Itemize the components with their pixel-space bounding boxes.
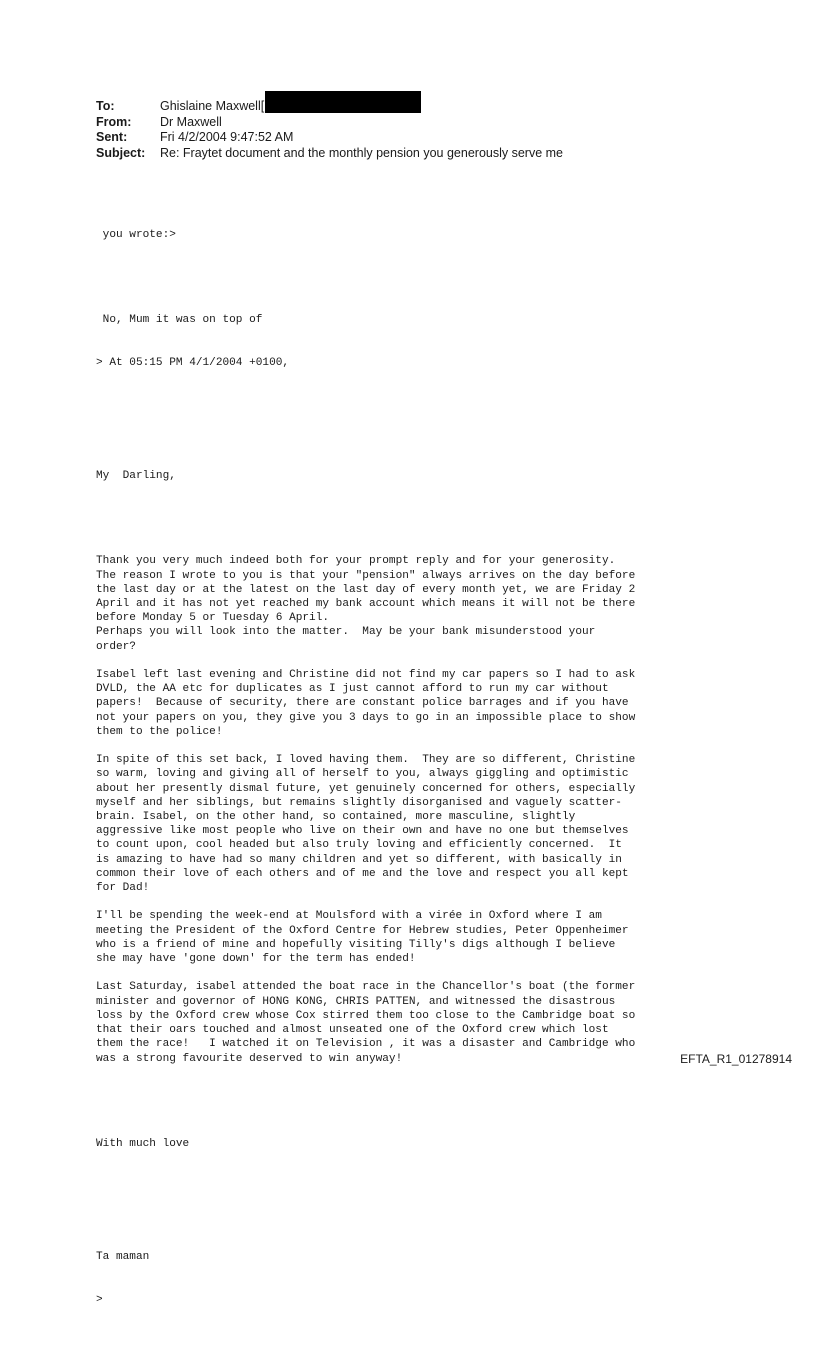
body-paragraph bbox=[96, 909, 736, 966]
trailing-marker: > bbox=[96, 1293, 103, 1306]
body-line: Perhaps you will look into the matter. May be your bank misunderstood your bbox=[96, 626, 596, 639]
body-line: for Dad! bbox=[96, 882, 150, 895]
body-line: aggressive like most people who live on their own and have no one but themselves bbox=[96, 825, 629, 838]
body-line: Isabel left last evening and Christine did not find my car papers so I had to ask bbox=[96, 669, 636, 682]
quote-line bbox=[96, 270, 736, 284]
body-line: she may have 'gone down' for the term has ended! bbox=[96, 953, 416, 966]
signature-line: Ta maman bbox=[96, 1251, 150, 1264]
to-row bbox=[96, 99, 563, 115]
body-line: about her presently dismal future, yet genuinely concerned for others, especially bbox=[96, 782, 636, 795]
body-paragraph bbox=[96, 980, 736, 1065]
body-line: is amazing to have had so many children and yet so different, with basically in bbox=[96, 853, 622, 866]
subject-row bbox=[96, 146, 563, 162]
body-line: meeting the President of the Oxford Centre for Hebrew studies, Peter Oppenheimer bbox=[96, 924, 629, 937]
body-line: April and it has not yet reached my bank account which means it will not be there bbox=[96, 598, 636, 611]
from-row bbox=[96, 115, 563, 131]
quote-line: you wrote:> bbox=[96, 228, 176, 241]
to-label: To: bbox=[96, 99, 115, 113]
body-line: to count upon, cool headed but also truly loving and efficiently concerned. It bbox=[96, 839, 622, 852]
signature-block bbox=[96, 1222, 736, 1336]
body-line: that their oars touched and almost unseated one of the Oxford crew which lost bbox=[96, 1024, 609, 1037]
body-line: DVLD, the AA etc for duplicates as I just cannot afford to run my car without bbox=[96, 683, 609, 696]
body-paragraph bbox=[96, 668, 736, 739]
subject-label: Subject: bbox=[96, 145, 146, 160]
greeting bbox=[96, 441, 736, 512]
body-line: loss by the Oxford crew whose Cox stirred them too close to the Cambridge boat so bbox=[96, 1009, 636, 1022]
to-address: Ghislaine Maxwell[ bbox=[160, 99, 265, 113]
body-line: brain. Isabel, on the other hand, so contained, more masculine, slightly bbox=[96, 811, 576, 824]
body-line: so warm, loving and giving all of herself to you, always giggling and optimistic bbox=[96, 768, 629, 781]
from-value: Dr Maxwell bbox=[160, 114, 222, 129]
to-value bbox=[160, 99, 421, 115]
body-paragraph bbox=[96, 554, 736, 653]
subject-value: Re: Fraytet document and the monthly pension you generously serve me bbox=[160, 145, 563, 160]
body-line: myself and her siblings, but remains slightly disorganised and vaguely scatter- bbox=[96, 796, 622, 809]
email-body bbox=[96, 171, 736, 1350]
body-paragraphs bbox=[96, 554, 736, 1065]
body-line: papers! Because of security, there are constant police barrages and if you have bbox=[96, 697, 629, 710]
from-label: From: bbox=[96, 114, 132, 129]
quote-line: No, Mum it was on top of bbox=[96, 314, 263, 327]
body-paragraph bbox=[96, 753, 736, 895]
redaction-box bbox=[265, 91, 421, 113]
body-line: In spite of this set back, I loved having them. They are so different, Christine bbox=[96, 754, 636, 767]
body-line: Thank you very much indeed both for your prompt reply and for your generosity. bbox=[96, 555, 616, 568]
body-line: I'll be spending the week-end at Moulsford with a virée in Oxford where I am bbox=[96, 910, 602, 923]
body-line: the last day or at the latest on the last day of every month yet, we are Friday 2 bbox=[96, 583, 636, 596]
body-line: them to the police! bbox=[96, 725, 223, 738]
body-line: The reason I wrote to you is that your "pension" always arrives on the day before bbox=[96, 569, 636, 582]
document-id: EFTA_R1_01278914 bbox=[680, 1052, 792, 1066]
closing bbox=[96, 1108, 736, 1179]
greeting-line: My Darling, bbox=[96, 470, 176, 483]
body-line: before Monday 5 or Tuesday 6 April. bbox=[96, 612, 330, 625]
body-line: was a strong favourite deserved to win anyway! bbox=[96, 1052, 403, 1065]
body-line: who is a friend of mine and hopefully visiting Tilly's digs although I believe bbox=[96, 938, 616, 951]
body-line: not your papers on you, they give you 3 days to go in an impossible place to show bbox=[96, 711, 636, 724]
closing-line: With much love bbox=[96, 1137, 190, 1150]
body-line: Last Saturday, isabel attended the boat race in the Chancellor's boat (the former bbox=[96, 981, 636, 994]
quote-block bbox=[96, 199, 736, 398]
quote-line: > At 05:15 PM 4/1/2004 +0100, bbox=[96, 356, 290, 369]
body-line: minister and governor of HONG KONG, CHRIS PATTEN, and witnessed the disastrous bbox=[96, 995, 616, 1008]
sent-row bbox=[96, 130, 563, 146]
body-line: them the race! I watched it on Television , it was a disaster and Cambridge who bbox=[96, 1038, 636, 1051]
email-header bbox=[96, 99, 563, 161]
sent-value: Fri 4/2/2004 9:47:52 AM bbox=[160, 130, 294, 144]
body-line: common their love of each others and of me and the love and respect you all kept bbox=[96, 867, 629, 880]
sent-label: Sent: bbox=[96, 130, 128, 144]
body-line: order? bbox=[96, 640, 136, 653]
